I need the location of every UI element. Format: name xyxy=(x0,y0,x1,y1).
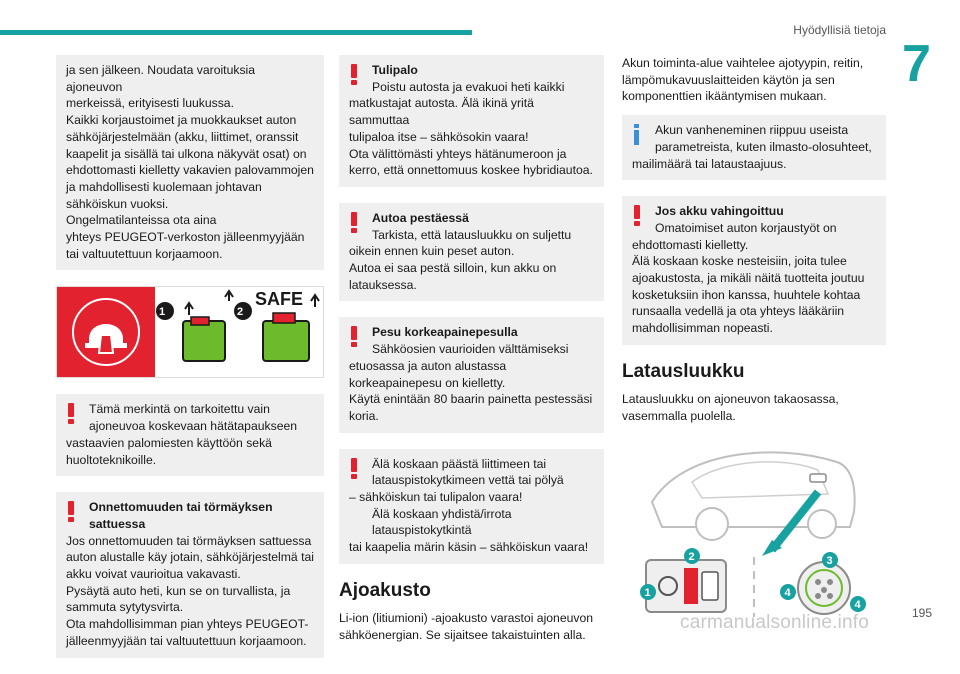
text-line: akku voivat vaurioitua vakavasti. xyxy=(66,567,241,582)
text-line: parametreista, kuten ilmasto-olosuhteet, xyxy=(655,139,872,154)
text-line: auton alustalle käy jotain, sähköjärjestelmä tai xyxy=(66,550,314,565)
fire-title: Tulipalo xyxy=(372,63,418,77)
text-line: etuosassa ja auton alustassa xyxy=(349,358,507,373)
exclamation-icon xyxy=(351,212,359,232)
text-line: oikein ennen kuin peset auton. xyxy=(349,244,515,259)
text-line: mailimäärä tai lataustaajuus. xyxy=(632,156,787,171)
charging-flap-illustration xyxy=(622,432,886,627)
text-line: ajoakustosta, ja mikäli näitä tuotteita joutuu xyxy=(632,271,865,286)
text-line: sattuessa xyxy=(89,516,146,531)
disconnect-steps xyxy=(155,287,323,377)
continuation-box xyxy=(56,55,324,270)
washing-text xyxy=(349,227,594,294)
section-title: Hyödyllisiä tietoja xyxy=(793,23,886,37)
text-line: Latausluukku on ajoneuvon takaosassa, xyxy=(622,391,839,406)
text-line: tai valtuutettuun korjaamoon. xyxy=(66,246,223,261)
exclamation-icon xyxy=(351,64,359,84)
water-text xyxy=(349,456,594,556)
warning-box-washing xyxy=(339,203,604,302)
watermark: carmanualsonline.info xyxy=(680,612,870,633)
text-line: Sähköosien vaurioiden välttämiseksi xyxy=(372,342,569,357)
text-line: ja sen jälkeen. Noudata varoituksia ajoneuvon xyxy=(66,63,256,94)
pressure-wash-text xyxy=(349,341,594,425)
pressure-wash-title: Pesu korkeapainepesulla xyxy=(372,325,518,340)
charging-flap-panel xyxy=(646,560,726,612)
text-line: sähköiskun vuoksi. xyxy=(66,196,169,211)
text-line: ja mahdollisesti kuolemaan johtavan xyxy=(66,179,262,194)
text-line: Ongelmatilanteissa ota aina xyxy=(66,213,217,228)
text-line: jälleenmyyjään tai valtuutettuun korjaamoon. xyxy=(66,633,307,648)
text-line: ajoneuvoa koskevaan hätätapaukseen xyxy=(89,419,298,434)
text-line: vastaavien palomiesten käyttöön sekä xyxy=(66,435,272,450)
info-icon xyxy=(634,124,642,144)
text-line: Li-ion (litiumioni) -ajoakusto varastoi ajoneuvon xyxy=(339,610,594,625)
aging-text xyxy=(632,122,876,172)
text-line: Poistu autosta ja evakuoi heti kaikki xyxy=(372,79,565,94)
step-1-label: 1 xyxy=(159,306,166,319)
text-line: lämpömukavuuslaitteiden käytön ja sen xyxy=(622,72,835,87)
warning-box-label xyxy=(56,394,324,476)
exclamation-icon xyxy=(634,205,642,225)
warning-box-water xyxy=(339,449,604,564)
continuation-text xyxy=(66,62,314,262)
text-line: sähköjärjestelmään (akku, liittimet, oranssit xyxy=(66,129,299,144)
callout-1: 1 xyxy=(644,587,651,600)
column-left xyxy=(56,55,324,674)
car-rear-outline xyxy=(652,453,855,541)
text-line: – sähköiskun tai tulipalon vaara! xyxy=(349,490,523,505)
ajoakusto-paragraph xyxy=(339,610,604,643)
label-text xyxy=(66,401,314,468)
text-line: merkeissä, erityisesti luukussa. xyxy=(66,96,234,111)
info-box-aging xyxy=(622,115,886,180)
text-line: ehdottomasti kielletty vakavien palovammojen xyxy=(66,163,314,178)
text-line: kerro, että onnettomuus koskee hybridiautoa. xyxy=(349,163,593,178)
accident-title xyxy=(66,499,314,532)
page-number: 195 xyxy=(911,606,932,620)
exclamation-icon xyxy=(351,458,359,478)
text-line: Omatoimiset auton korjaustyöt on xyxy=(655,220,837,235)
text-line: runsaalla vedellä ja ota yhteys lääkäriin xyxy=(632,304,845,319)
accident-text xyxy=(66,533,314,650)
text-line: kaapelit ja sisällä tai ulkona näkyvät osat) on xyxy=(66,146,307,161)
text-line: Älä koskaan koske nesteisiin, joita tulee xyxy=(632,254,847,269)
damage-title: Jos akku vahingoittuu xyxy=(655,204,784,219)
text-line: Älä koskaan yhdistä/irrota latauspistokytkintä xyxy=(372,506,512,538)
column-middle xyxy=(339,55,604,643)
firefighter-icon xyxy=(57,287,155,377)
latausluukku-paragraph xyxy=(622,391,886,424)
text-line: Jos onnettomuuden tai törmäyksen sattuessa xyxy=(66,533,312,548)
fire-text xyxy=(349,79,594,179)
text-line: Onnettomuuden tai törmäyksen xyxy=(89,500,273,515)
text-line: korkeapainepesu on kielletty. xyxy=(349,375,506,390)
callout-4-right: 4 xyxy=(854,599,861,612)
charging-socket xyxy=(798,562,850,614)
text-line: yhteys PEUGEOT-verkoston jälleenmyyjään xyxy=(66,230,305,245)
header-accent-bar xyxy=(0,30,472,35)
washing-title: Autoa pestäessä xyxy=(372,210,469,225)
text-line: komponenttien ikääntymisen mukaan. xyxy=(622,89,827,104)
chapter-number: 7 xyxy=(902,35,931,93)
text-line: tai kaapelia märin käsin – sähköiskun vaara! xyxy=(349,540,589,555)
text-line: matkustajat autosta. Älä ikinä yritä sammuttaa xyxy=(349,96,534,128)
text-line: sähköenergian. Se sijaitsee takaistuinten alla. xyxy=(339,627,586,642)
text-line: Tarkista, että latausluukku on suljettu xyxy=(372,227,572,242)
step-2-label: 2 xyxy=(237,306,244,319)
callout-3: 3 xyxy=(826,555,833,568)
text-line: sammuta sytytysvirta. xyxy=(66,600,184,615)
column-right xyxy=(622,55,886,627)
text-line: Akun toiminta-alue vaihtelee ajotyypin, reitin, xyxy=(622,56,864,70)
text-line: koria. xyxy=(349,408,379,423)
heading-ajoakusto: Ajoakusto xyxy=(339,579,431,601)
text-line: Ota välittömästi yhteys hätänumeroon ja xyxy=(349,146,567,161)
text-line: vasemmalla puolella. xyxy=(622,408,736,423)
text-line: Tämä merkintä on tarkoitettu vain xyxy=(89,402,270,417)
text-line: kosketuksiin ihon kanssa, huuhtele kohtaa xyxy=(632,287,861,302)
text-line: Käytä enintään 80 baarin painetta pestessäsi xyxy=(349,392,593,407)
warning-box-accident xyxy=(56,492,324,657)
warning-box-damage xyxy=(622,196,886,345)
text-line: Pysäytä auto heti, kun se on turvallista, ja xyxy=(66,583,291,598)
text-line: huoltoteknikoille. xyxy=(66,452,157,467)
exclamation-icon xyxy=(351,326,359,346)
text-line: latauksessa. xyxy=(349,277,417,292)
text-line: tulipaloa itse – sähkösokin vaara! xyxy=(349,129,529,144)
range-paragraph xyxy=(622,55,886,105)
text-line: Kaikki korjaustoimet ja muokkaukset auton xyxy=(66,113,297,128)
text-line: ehdottomasti kielletty. xyxy=(632,237,749,252)
text-line: Autoa ei saa pestä silloin, kun akku on xyxy=(349,261,557,276)
callout-4-left: 4 xyxy=(784,587,791,600)
text-line: mahdollisimman nopeasti. xyxy=(632,321,773,336)
safe-label-illustration xyxy=(56,286,324,378)
text-line: latauspistokytkimeen vettä tai pölyä xyxy=(372,473,564,488)
text-line: Älä koskaan päästä liittimeen tai xyxy=(372,456,547,471)
exclamation-icon xyxy=(68,403,76,423)
exclamation-icon xyxy=(68,501,76,521)
callout-2: 2 xyxy=(688,551,695,564)
damage-text xyxy=(632,220,876,337)
safe-label: SAFE xyxy=(255,289,304,310)
text-line: Akun vanheneminen riippuu useista xyxy=(655,123,849,138)
heading-latausluukku: Latausluukku xyxy=(622,360,745,382)
warning-box-fire xyxy=(339,55,604,187)
text-line: Ota mahdollisimman pian yhteys PEUGEOT- xyxy=(66,617,309,632)
warning-box-pressure-wash xyxy=(339,317,604,432)
